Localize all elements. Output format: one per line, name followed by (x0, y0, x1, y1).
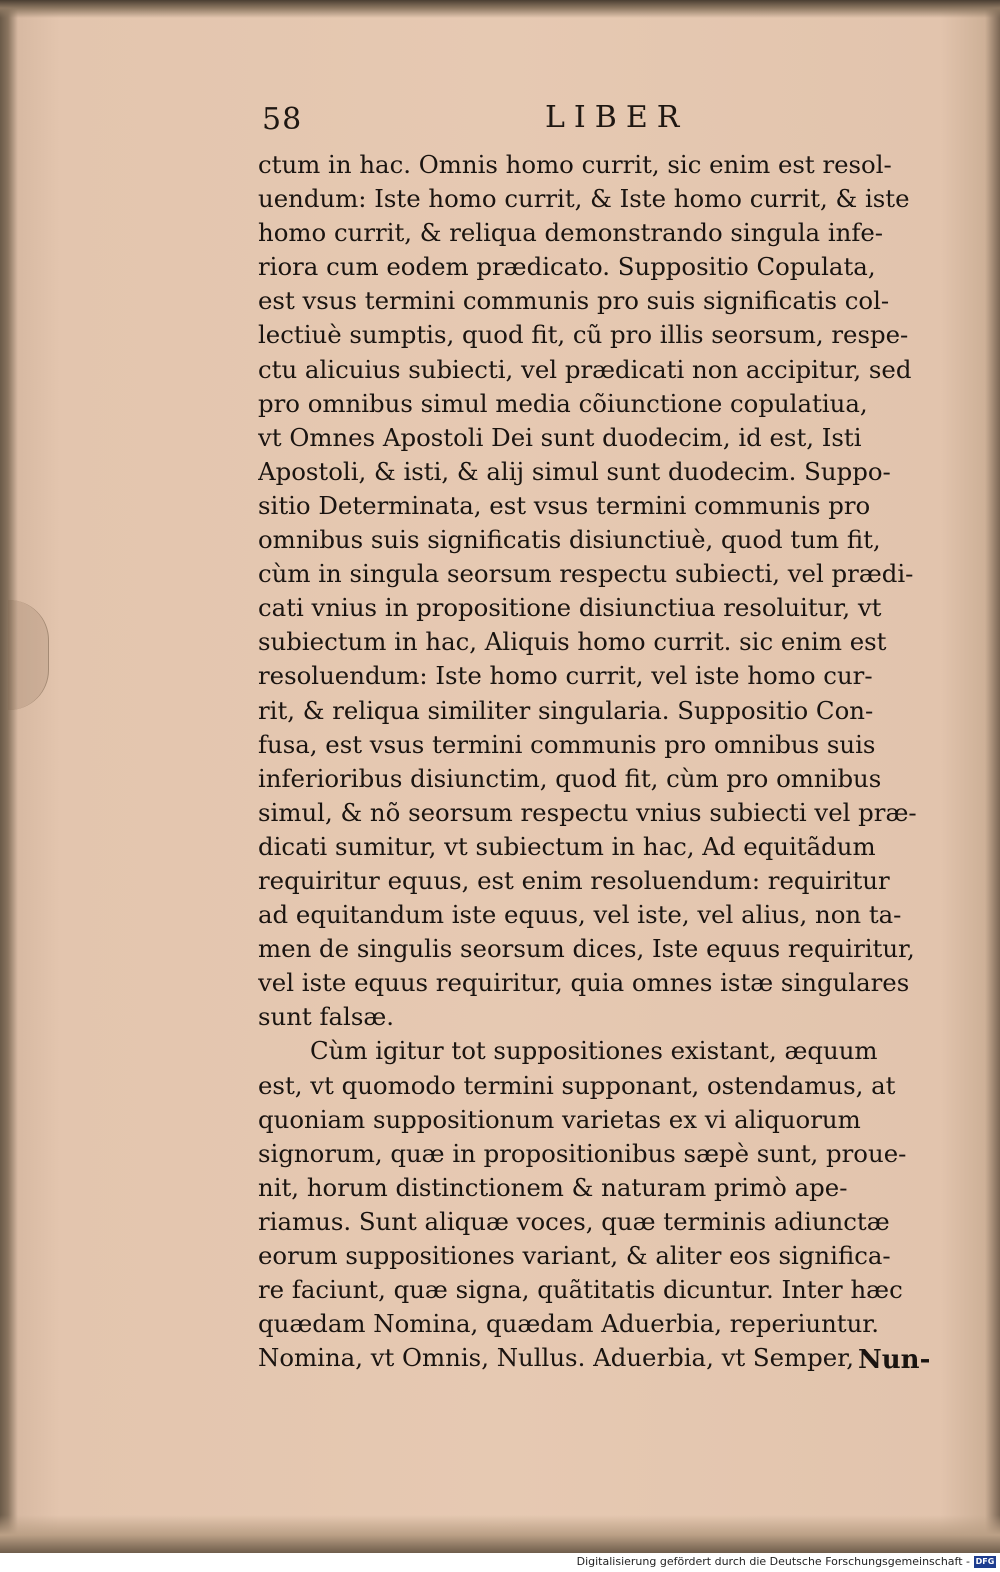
text-line: sunt falsæ. (258, 1002, 395, 1032)
text-line: simul, & nõ seorsum respectu vnius subiecti vel præ- (258, 797, 917, 827)
text-line: nit, horum distinctionem & naturam primò ape- (258, 1172, 848, 1202)
text-line: signorum, quæ in propositionibus sæpè sunt, proue- (258, 1138, 907, 1168)
text-line: uendum: Iste homo currit, & Iste homo currit, & iste (258, 184, 910, 214)
text-line: vel iste equus requiritur, quia omnes istæ singulares (258, 968, 910, 998)
text-line: Nomina, vt Omnis, Nullus. Aduerbia, vt Semper, (258, 1343, 854, 1373)
funding-credit: Digitalisierung gefördert durch die Deutsche Forschungsgemeinschaft - (576, 1555, 970, 1568)
text-line: subiectum in hac, Aliquis homo currit. sic enim est (258, 627, 887, 657)
text-line: lectiuè sumptis, quod fit, cũ pro illis seorsum, respe- (258, 320, 909, 350)
paragraph-start-line: Cùm igitur tot suppositiones existant, æquum (310, 1036, 878, 1066)
text-line: dicati sumitur, vt subiectum in hac, Ad equitãdum (258, 831, 876, 861)
catchword: Nun- (858, 1345, 931, 1375)
text-line: homo currit, & reliqua demonstrando singula infe- (258, 218, 884, 248)
text-line: inferioribus disiunctim, quod fit, cùm pro omnibus (258, 763, 882, 793)
text-line: vt Omnes Apostoli Dei sunt duodecim, id est, Isti (258, 422, 862, 452)
text-line: cati vnius in propositione disiunctiua resoluitur, vt (258, 593, 882, 623)
text-line: cùm in singula seorsum respectu subiecti, vel prædi- (258, 559, 914, 589)
text-body (258, 148, 958, 1375)
text-line: fusa, est vsus termini communis pro omnibus suis (258, 729, 876, 759)
text-line: pro omnibus simul media cõiunctione copulatiua, (258, 388, 868, 418)
text-line: quoniam suppositionum varietas ex vi aliquorum (258, 1104, 861, 1134)
dfg-logo-icon: DFG (975, 1557, 995, 1566)
text-line: eorum suppositiones variant, & aliter eos significa- (258, 1241, 891, 1270)
text-line: ctu alicuius subiecti, vel prædicati non accipitur, sed (258, 354, 912, 384)
text-line: rit, & reliqua similiter singularia. Suppositio Con- (258, 695, 874, 725)
text-line: Apostoli, & isti, & alij simul sunt duodecim. Suppo- (258, 456, 891, 486)
paper-fold-mark (8, 600, 49, 710)
text-line: est, vt quomodo termini supponant, ostendamus, at (258, 1070, 896, 1100)
text-line: ad equitandum iste equus, vel iste, vel alius, non ta- (258, 900, 902, 930)
text-line: re faciunt, quæ signa, quãtitatis dicuntur. Inter hæc (258, 1275, 903, 1305)
text-line: men de singulis seorsum dices, Iste equus requiritur, (258, 934, 915, 964)
page-number: 58 (262, 102, 303, 137)
text-line: quædam Nomina, quædam Aduerbia, reperiuntur. (258, 1309, 880, 1339)
digitization-footer (0, 1553, 1000, 1572)
text-line: resoluendum: Iste homo currit, vel iste homo cur- (258, 661, 873, 691)
text-line: sitio Determinata, est vsus termini communis pro (258, 490, 871, 520)
text-line: riamus. Sunt aliquæ voces, quæ terminis adiunctæ (258, 1206, 890, 1236)
text-line: requiritur equus, est enim resoluendum: requiritur (258, 865, 890, 895)
page-header (262, 100, 762, 140)
page-top-edge (0, 0, 1000, 18)
text-line: est vsus termini communis pro suis significatis col- (258, 286, 890, 316)
text-line: omnibus suis significatis disiunctiuè, quod tum fit, (258, 525, 881, 555)
running-head: LIBER (545, 100, 689, 135)
text-line: ctum in hac. Omnis homo currit, sic enim est resol- (258, 150, 892, 179)
text-line: riora cum eodem prædicato. Suppositio Copulata, (258, 252, 876, 282)
page-bottom-edge (0, 1515, 1000, 1553)
